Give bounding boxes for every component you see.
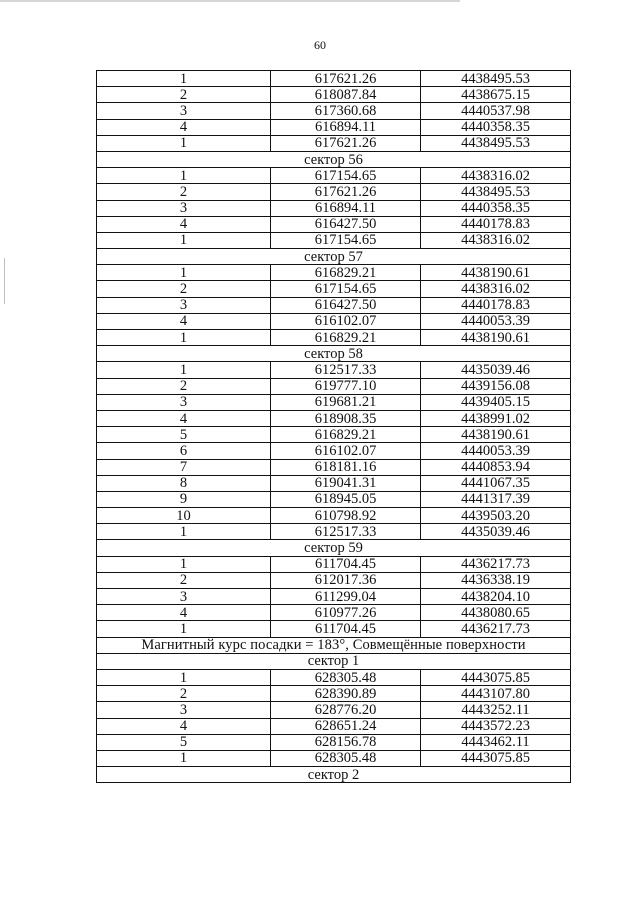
y-coordinate-cell: 4438991.02 xyxy=(421,410,571,426)
table-row xyxy=(97,394,571,410)
y-coordinate-cell: 4440358.35 xyxy=(421,200,571,216)
table-row xyxy=(97,119,571,135)
x-coordinate-cell: 616829.21 xyxy=(271,265,421,281)
point-number-cell: 1 xyxy=(97,669,271,685)
point-number-cell: 4 xyxy=(97,410,271,426)
sector-label: сектор 2 xyxy=(97,767,571,783)
x-coordinate-cell: 617154.65 xyxy=(271,281,421,297)
x-coordinate-cell: 616102.07 xyxy=(271,443,421,459)
y-coordinate-cell: 4441067.35 xyxy=(421,475,571,491)
table-row xyxy=(97,459,571,475)
sector-heading-row xyxy=(97,249,571,265)
x-coordinate-cell: 628390.89 xyxy=(271,686,421,702)
y-coordinate-cell: 4440178.83 xyxy=(421,297,571,313)
point-number-cell: 1 xyxy=(97,135,271,151)
table-row xyxy=(97,410,571,426)
x-coordinate-cell: 610977.26 xyxy=(271,605,421,621)
point-number-cell: 9 xyxy=(97,491,271,507)
x-coordinate-cell: 611704.45 xyxy=(271,621,421,637)
x-coordinate-cell: 616829.21 xyxy=(271,330,421,346)
point-number-cell: 4 xyxy=(97,216,271,232)
y-coordinate-cell: 4435039.46 xyxy=(421,362,571,378)
point-number-cell: 1 xyxy=(97,265,271,281)
point-number-cell: 8 xyxy=(97,475,271,491)
point-number-cell: 3 xyxy=(97,394,271,410)
y-coordinate-cell: 4443462.11 xyxy=(421,734,571,750)
table-row xyxy=(97,508,571,524)
x-coordinate-cell: 610798.92 xyxy=(271,508,421,524)
point-number-cell: 3 xyxy=(97,297,271,313)
y-coordinate-cell: 4436217.73 xyxy=(421,621,571,637)
x-coordinate-cell: 612017.36 xyxy=(271,572,421,588)
x-coordinate-cell: 616829.21 xyxy=(271,427,421,443)
y-coordinate-cell: 4443572.23 xyxy=(421,718,571,734)
top-edge-rule xyxy=(0,0,460,2)
x-coordinate-cell: 619681.21 xyxy=(271,394,421,410)
table-row xyxy=(97,750,571,766)
table-row xyxy=(97,378,571,394)
coordinates-table xyxy=(96,70,571,783)
point-number-cell: 10 xyxy=(97,508,271,524)
table-row xyxy=(97,686,571,702)
point-number-cell: 3 xyxy=(97,702,271,718)
y-coordinate-cell: 4439156.08 xyxy=(421,378,571,394)
y-coordinate-cell: 4440053.39 xyxy=(421,313,571,329)
x-coordinate-cell: 628156.78 xyxy=(271,734,421,750)
y-coordinate-cell: 4440053.39 xyxy=(421,443,571,459)
table-row xyxy=(97,200,571,216)
x-coordinate-cell: 617621.26 xyxy=(271,71,421,87)
y-coordinate-cell: 4440358.35 xyxy=(421,119,571,135)
x-coordinate-cell: 617621.26 xyxy=(271,184,421,200)
y-coordinate-cell: 4438204.10 xyxy=(421,589,571,605)
x-coordinate-cell: 616102.07 xyxy=(271,313,421,329)
table-row xyxy=(97,605,571,621)
x-coordinate-cell: 628651.24 xyxy=(271,718,421,734)
point-number-cell: 2 xyxy=(97,572,271,588)
y-coordinate-cell: 4438675.15 xyxy=(421,87,571,103)
table-row xyxy=(97,702,571,718)
page-number: 60 xyxy=(314,38,326,52)
table-row xyxy=(97,556,571,572)
table-row xyxy=(97,443,571,459)
x-coordinate-cell: 628776.20 xyxy=(271,702,421,718)
x-coordinate-cell: 618908.35 xyxy=(271,410,421,426)
y-coordinate-cell: 4438316.02 xyxy=(421,281,571,297)
y-coordinate-cell: 4443075.85 xyxy=(421,669,571,685)
point-number-cell: 2 xyxy=(97,281,271,297)
point-number-cell: 3 xyxy=(97,589,271,605)
x-coordinate-cell: 628305.48 xyxy=(271,750,421,766)
point-number-cell: 1 xyxy=(97,750,271,766)
x-coordinate-cell: 616894.11 xyxy=(271,200,421,216)
sector-label: сектор 58 xyxy=(97,346,571,362)
point-number-cell: 4 xyxy=(97,119,271,135)
y-coordinate-cell: 4439503.20 xyxy=(421,508,571,524)
table-row xyxy=(97,589,571,605)
surface-heading-row xyxy=(97,637,571,653)
y-coordinate-cell: 4438316.02 xyxy=(421,168,571,184)
y-coordinate-cell: 4443252.11 xyxy=(421,702,571,718)
table-row xyxy=(97,71,571,87)
point-number-cell: 1 xyxy=(97,362,271,378)
x-coordinate-cell: 618181.16 xyxy=(271,459,421,475)
sector-heading-row xyxy=(97,346,571,362)
point-number-cell: 2 xyxy=(97,184,271,200)
y-coordinate-cell: 4439405.15 xyxy=(421,394,571,410)
point-number-cell: 2 xyxy=(97,87,271,103)
table-row xyxy=(97,475,571,491)
x-coordinate-cell: 611299.04 xyxy=(271,589,421,605)
x-coordinate-cell: 617154.65 xyxy=(271,168,421,184)
surface-heading-label: Магнитный курс посадки = 183°, Совмещённые поверхности xyxy=(97,637,571,653)
x-coordinate-cell: 619041.31 xyxy=(271,475,421,491)
point-number-cell: 4 xyxy=(97,605,271,621)
point-number-cell: 4 xyxy=(97,718,271,734)
y-coordinate-cell: 4438495.53 xyxy=(421,184,571,200)
table-row xyxy=(97,135,571,151)
sector-heading-row xyxy=(97,540,571,556)
y-coordinate-cell: 4441317.39 xyxy=(421,491,571,507)
x-coordinate-cell: 616427.50 xyxy=(271,297,421,313)
point-number-cell: 6 xyxy=(97,443,271,459)
table-row xyxy=(97,281,571,297)
x-coordinate-cell: 618945.05 xyxy=(271,491,421,507)
table-row xyxy=(97,87,571,103)
y-coordinate-cell: 4436217.73 xyxy=(421,556,571,572)
table-row xyxy=(97,313,571,329)
table-row xyxy=(97,572,571,588)
sector-heading-row xyxy=(97,653,571,669)
x-coordinate-cell: 628305.48 xyxy=(271,669,421,685)
y-coordinate-cell: 4440853.94 xyxy=(421,459,571,475)
point-number-cell: 5 xyxy=(97,734,271,750)
point-number-cell: 2 xyxy=(97,378,271,394)
y-coordinate-cell: 4443107.80 xyxy=(421,686,571,702)
sector-heading-row xyxy=(97,151,571,167)
table-row xyxy=(97,734,571,750)
point-number-cell: 5 xyxy=(97,427,271,443)
table-row xyxy=(97,427,571,443)
sector-heading-row xyxy=(97,767,571,783)
y-coordinate-cell: 4443075.85 xyxy=(421,750,571,766)
sector-label: сектор 57 xyxy=(97,249,571,265)
point-number-cell: 3 xyxy=(97,200,271,216)
x-coordinate-cell: 617360.68 xyxy=(271,103,421,119)
table-row xyxy=(97,491,571,507)
point-number-cell: 7 xyxy=(97,459,271,475)
x-coordinate-cell: 616427.50 xyxy=(271,216,421,232)
point-number-cell: 1 xyxy=(97,71,271,87)
point-number-cell: 1 xyxy=(97,621,271,637)
table-row xyxy=(97,216,571,232)
x-coordinate-cell: 618087.84 xyxy=(271,87,421,103)
table-row xyxy=(97,184,571,200)
point-number-cell: 4 xyxy=(97,313,271,329)
table-row xyxy=(97,330,571,346)
x-coordinate-cell: 612517.33 xyxy=(271,524,421,540)
y-coordinate-cell: 4436338.19 xyxy=(421,572,571,588)
table-row xyxy=(97,718,571,734)
coordinates-table-body xyxy=(97,71,571,783)
x-coordinate-cell: 611704.45 xyxy=(271,556,421,572)
point-number-cell: 1 xyxy=(97,524,271,540)
y-coordinate-cell: 4438190.61 xyxy=(421,330,571,346)
point-number-cell: 3 xyxy=(97,103,271,119)
table-row xyxy=(97,669,571,685)
table-row xyxy=(97,621,571,637)
point-number-cell: 1 xyxy=(97,232,271,248)
y-coordinate-cell: 4440537.98 xyxy=(421,103,571,119)
x-coordinate-cell: 612517.33 xyxy=(271,362,421,378)
scan-edge-mark xyxy=(4,258,5,304)
sector-label: сектор 59 xyxy=(97,540,571,556)
table-row xyxy=(97,232,571,248)
sector-label: сектор 56 xyxy=(97,151,571,167)
y-coordinate-cell: 4438190.61 xyxy=(421,265,571,281)
point-number-cell: 1 xyxy=(97,330,271,346)
table-row xyxy=(97,265,571,281)
x-coordinate-cell: 619777.10 xyxy=(271,378,421,394)
y-coordinate-cell: 4438495.53 xyxy=(421,71,571,87)
table-row xyxy=(97,297,571,313)
table-row xyxy=(97,103,571,119)
x-coordinate-cell: 617621.26 xyxy=(271,135,421,151)
y-coordinate-cell: 4438080.65 xyxy=(421,605,571,621)
sector-label: сектор 1 xyxy=(97,653,571,669)
point-number-cell: 1 xyxy=(97,556,271,572)
y-coordinate-cell: 4438316.02 xyxy=(421,232,571,248)
table-row xyxy=(97,168,571,184)
table-row xyxy=(97,362,571,378)
point-number-cell: 2 xyxy=(97,686,271,702)
x-coordinate-cell: 616894.11 xyxy=(271,119,421,135)
y-coordinate-cell: 4438495.53 xyxy=(421,135,571,151)
y-coordinate-cell: 4440178.83 xyxy=(421,216,571,232)
y-coordinate-cell: 4435039.46 xyxy=(421,524,571,540)
y-coordinate-cell: 4438190.61 xyxy=(421,427,571,443)
table-row xyxy=(97,524,571,540)
x-coordinate-cell: 617154.65 xyxy=(271,232,421,248)
point-number-cell: 1 xyxy=(97,168,271,184)
